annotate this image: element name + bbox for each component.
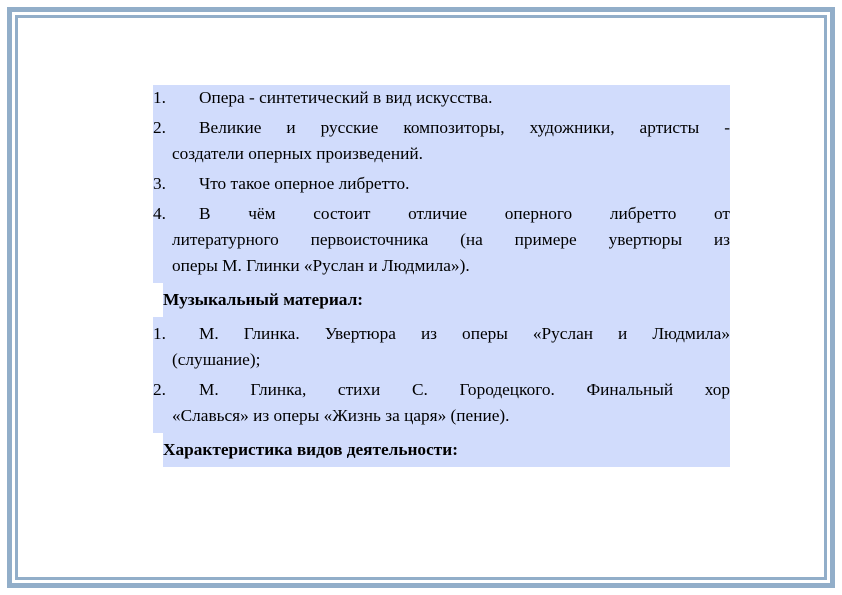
slide-content <box>153 85 730 467</box>
list-item: 4. В чём состоит отличие оперного либретто от литературного первоисточника (на примере увертюры из оперы М. Глинки «Руслан и Людмила»). <box>153 204 730 275</box>
list-item: 2. Великие и русские композиторы, художники, артисты - создатели оперных произведений. <box>153 118 730 163</box>
topics-list <box>153 85 730 283</box>
list-item: 1. Опера - синтетический в вид искусства. <box>153 88 493 107</box>
music-list <box>153 317 730 433</box>
music-material-heading: Музыкальный материал: <box>163 283 730 317</box>
list-item: 1. М. Глинка. Увертюра из оперы «Руслан и Людмила» (слушание); <box>153 324 730 369</box>
activity-heading: Характеристика видов деятельности: <box>163 433 730 467</box>
list-item: 2. М. Глинка, стихи С. Городецкого. Финальный хор «Славься» из оперы «Жизнь за царя» (пение). <box>153 380 730 425</box>
list-item: 3. Что такое оперное либретто. <box>153 174 410 193</box>
